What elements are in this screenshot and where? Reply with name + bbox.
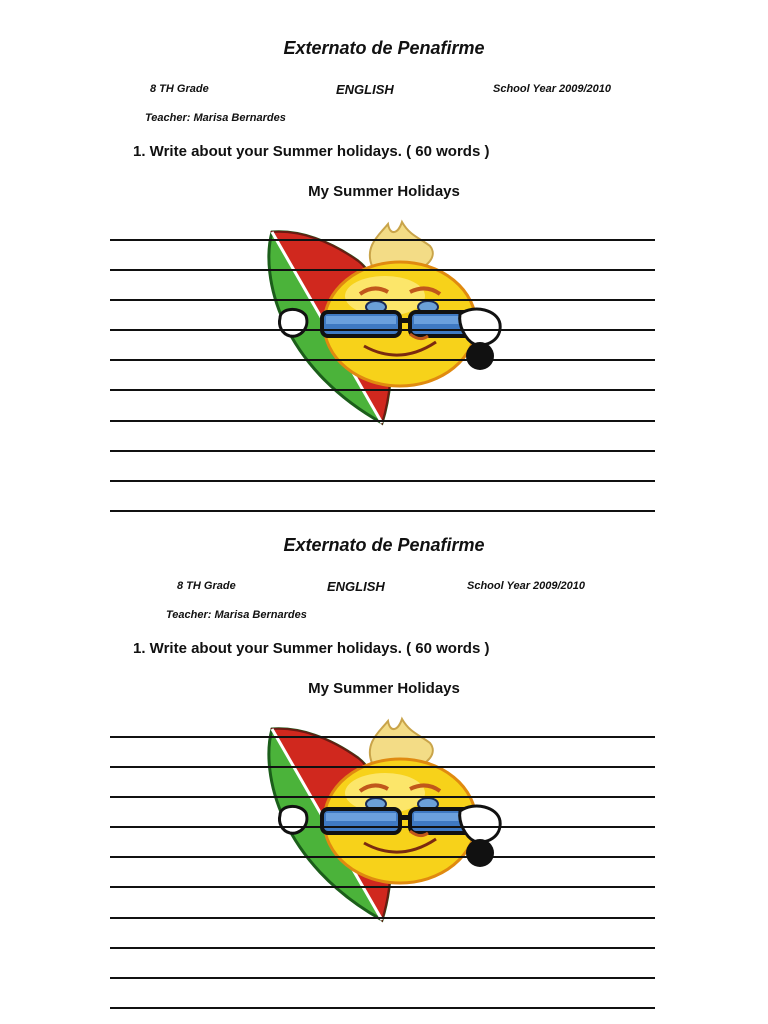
school-year-label: School Year 2009/2010: [493, 83, 612, 95]
question-text: 1. Write about your Summer holidays. ( 60 words ): [133, 640, 490, 657]
school-title: Externato de Penafirme: [283, 38, 485, 58]
section-heading: My Summer Holidays: [308, 680, 460, 697]
teacher-label: Teacher: Marisa Bernardes: [145, 112, 286, 124]
question-text: 1. Write about your Summer holidays. ( 60 words ): [133, 143, 490, 160]
subject-label: ENGLISH: [327, 579, 385, 594]
smiley-surfboard-sunglasses-icon: [260, 713, 510, 925]
grade-label: 8 TH Grade: [150, 83, 209, 95]
writing-line[interactable]: [110, 1007, 655, 1009]
subject-label: ENGLISH: [336, 82, 394, 97]
worksheet-1: [0, 0, 768, 500]
writing-line[interactable]: [110, 947, 655, 949]
worksheet-2: [0, 497, 768, 997]
writing-line[interactable]: [110, 480, 655, 482]
school-title: Externato de Penafirme: [283, 535, 485, 555]
teacher-label: Teacher: Marisa Bernardes: [166, 609, 307, 621]
smiley-surfboard-sunglasses-icon: [260, 216, 510, 428]
school-year-label: School Year 2009/2010: [467, 580, 586, 592]
section-heading: My Summer Holidays: [308, 183, 460, 200]
writing-line[interactable]: [110, 977, 655, 979]
grade-label: 8 TH Grade: [177, 580, 236, 592]
writing-line[interactable]: [110, 450, 655, 452]
